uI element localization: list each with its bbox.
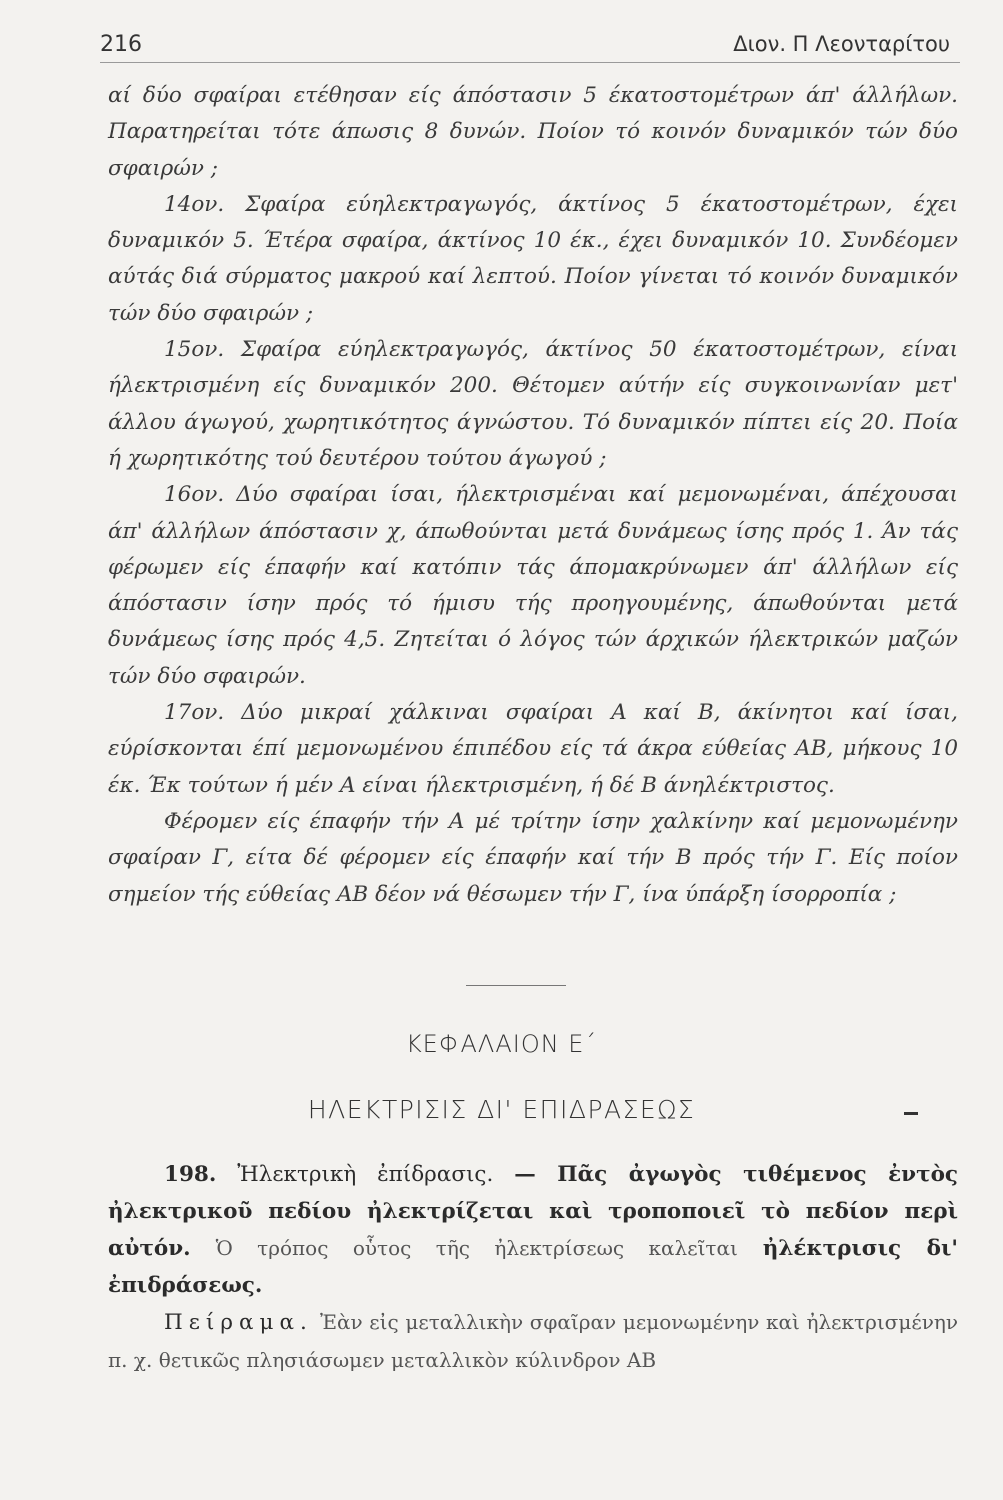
section-heading: Ἠλεκτρικὴ ἐπίδρασις. <box>237 1162 494 1187</box>
experiment-text: Ἐὰν εἰς μεταλλικὴν σφαῖραν μεμονωμένην καὶ ἠλεκτρισμένην π. χ. θετικῶς πλησιάσωμεν μεταλλικὸν κύλινδρον ΑΒ <box>108 1310 958 1372</box>
section-number: 198. <box>164 1162 217 1187</box>
section-normal-text: Ὁ τρόπος οὗτος τῆς ἠλεκτρίσεως καλεῖται <box>215 1236 738 1260</box>
exercise-17-continued: Φέρομεν είς έπαφήν τήν Α μέ τρίτην ίσην χαλκίνην καί μεμονωμένην σφαίραν Γ, είτα δέ φέρομεν είς έπαφήν καί τήν Β πρός τήν Γ. Είς ποίον σημείον τής εύθείας ΑΒ δέον νά θέσωμεν τήν Γ, ίνα ύπάρξη ίσορροπία ; <box>108 808 958 907</box>
exercise-14: 14ον. Σφαίρα εύηλεκτραγωγός, άκτίνος 5 έκατοστομέτρων, έχει δυναμικόν 5. Έτέρα σφαίρα, άκτίνος 10 έκ., έχει δυναμικόν 10. Συνδέομεν αύτάς διά σύρματος μακρού καί λεπτού. Ποίον γίνεται τό κοινόν δυναμικόν τών δύο σφαιρών ; <box>108 191 958 326</box>
page-header <box>100 22 960 63</box>
chapter-number: ΚΕΦΑΛΑΙΟΝ Ε΄ <box>405 1030 598 1058</box>
chapter-title: ΗΛΕΚΤΡΙΣΙΣ ΔΙ' ΕΠΙΔΡΑΣΕΩΣ <box>307 1095 696 1124</box>
section-divider <box>466 985 566 986</box>
section-bold-text: — Πᾶς ἀγωγὸς τιθέμενος ἐντὸς ἠλεκτρικοῦ πεδίου ἠλεκτρίζεται καὶ τροποποιεῖ τὸ πεδίον περὶ αὐτόν. <box>108 1162 958 1261</box>
running-head: Διον. Π Λεονταρίτου <box>733 32 950 56</box>
page-number: 216 <box>100 32 142 57</box>
exercise-17: 17ον. Δύο μικραί χάλκιναι σφαίραι Α καί Β, άκίνητοι καί ίσαι, εύρίσκονται έπί μεμονωμένου έπιπέδου είς τά άκρα εύθείας ΑΒ, μήκους 10 έκ. Έκ τούτων ή μέν Α είναι ήλεκτρισμένη, ή δέ Β άνηλέκτριστος. <box>108 700 958 798</box>
experiment-label: Πείραμα. <box>164 1310 313 1335</box>
exercise-text <box>108 78 958 913</box>
exercise-15: 15ον. Σφαίρα εύηλεκτραγωγός, άκτίνος 50 έκατοστομέτρων, είναι ήλεκτρισμένη είς δυναμικόν 200. Θέτομεν αύτήν είς συγκοινωνίαν μετ' άλλου άγωγού, χωρητικότητος άγνώστου. Τό δυναμικόν πίπτει είς 20. Ποία ή χωρητικότης τού δευτέρου τούτου άγωγού ; <box>108 337 958 471</box>
exercise-paragraph: αί δύο σφαίραι ετέθησαν είς άπόστασιν 5 έκατοστομέτρων άπ' άλλήλων. Παρατηρείται τότε άπωσις 8 δυνών. Ποίον τό κοινόν δυναμικόν τών δύο σφαιρών ; <box>108 83 958 181</box>
exercise-16: 16ον. Δύο σφαίραι ίσαι, ήλεκτρισμέναι καί μεμονωμέναι, άπέχουσαι άπ' άλλήλων άπόστασιν χ, άπωθούνται μετά δυνάμεως ίσης πρός 1. Άν τάς φέρωμεν είς έπαφήν καί κατόπιν τάς άπομακρύνωμεν άπ' άλλήλων είς άπόστασιν ίσην πρός τό ήμισυ τής προηγουμένης, άπωθούνται μετά δυνάμεως ίσης πρός 4,5. Ζητείται ό λόγος τών άρχικών ήλεκτρικών μαζών τών δύο σφαιρών. <box>108 482 958 689</box>
margin-mark <box>904 1112 918 1115</box>
section-bold-term: ἠλέκτρισις δι' ἐπιδράσεως. <box>108 1236 958 1298</box>
section-198 <box>108 1157 958 1379</box>
